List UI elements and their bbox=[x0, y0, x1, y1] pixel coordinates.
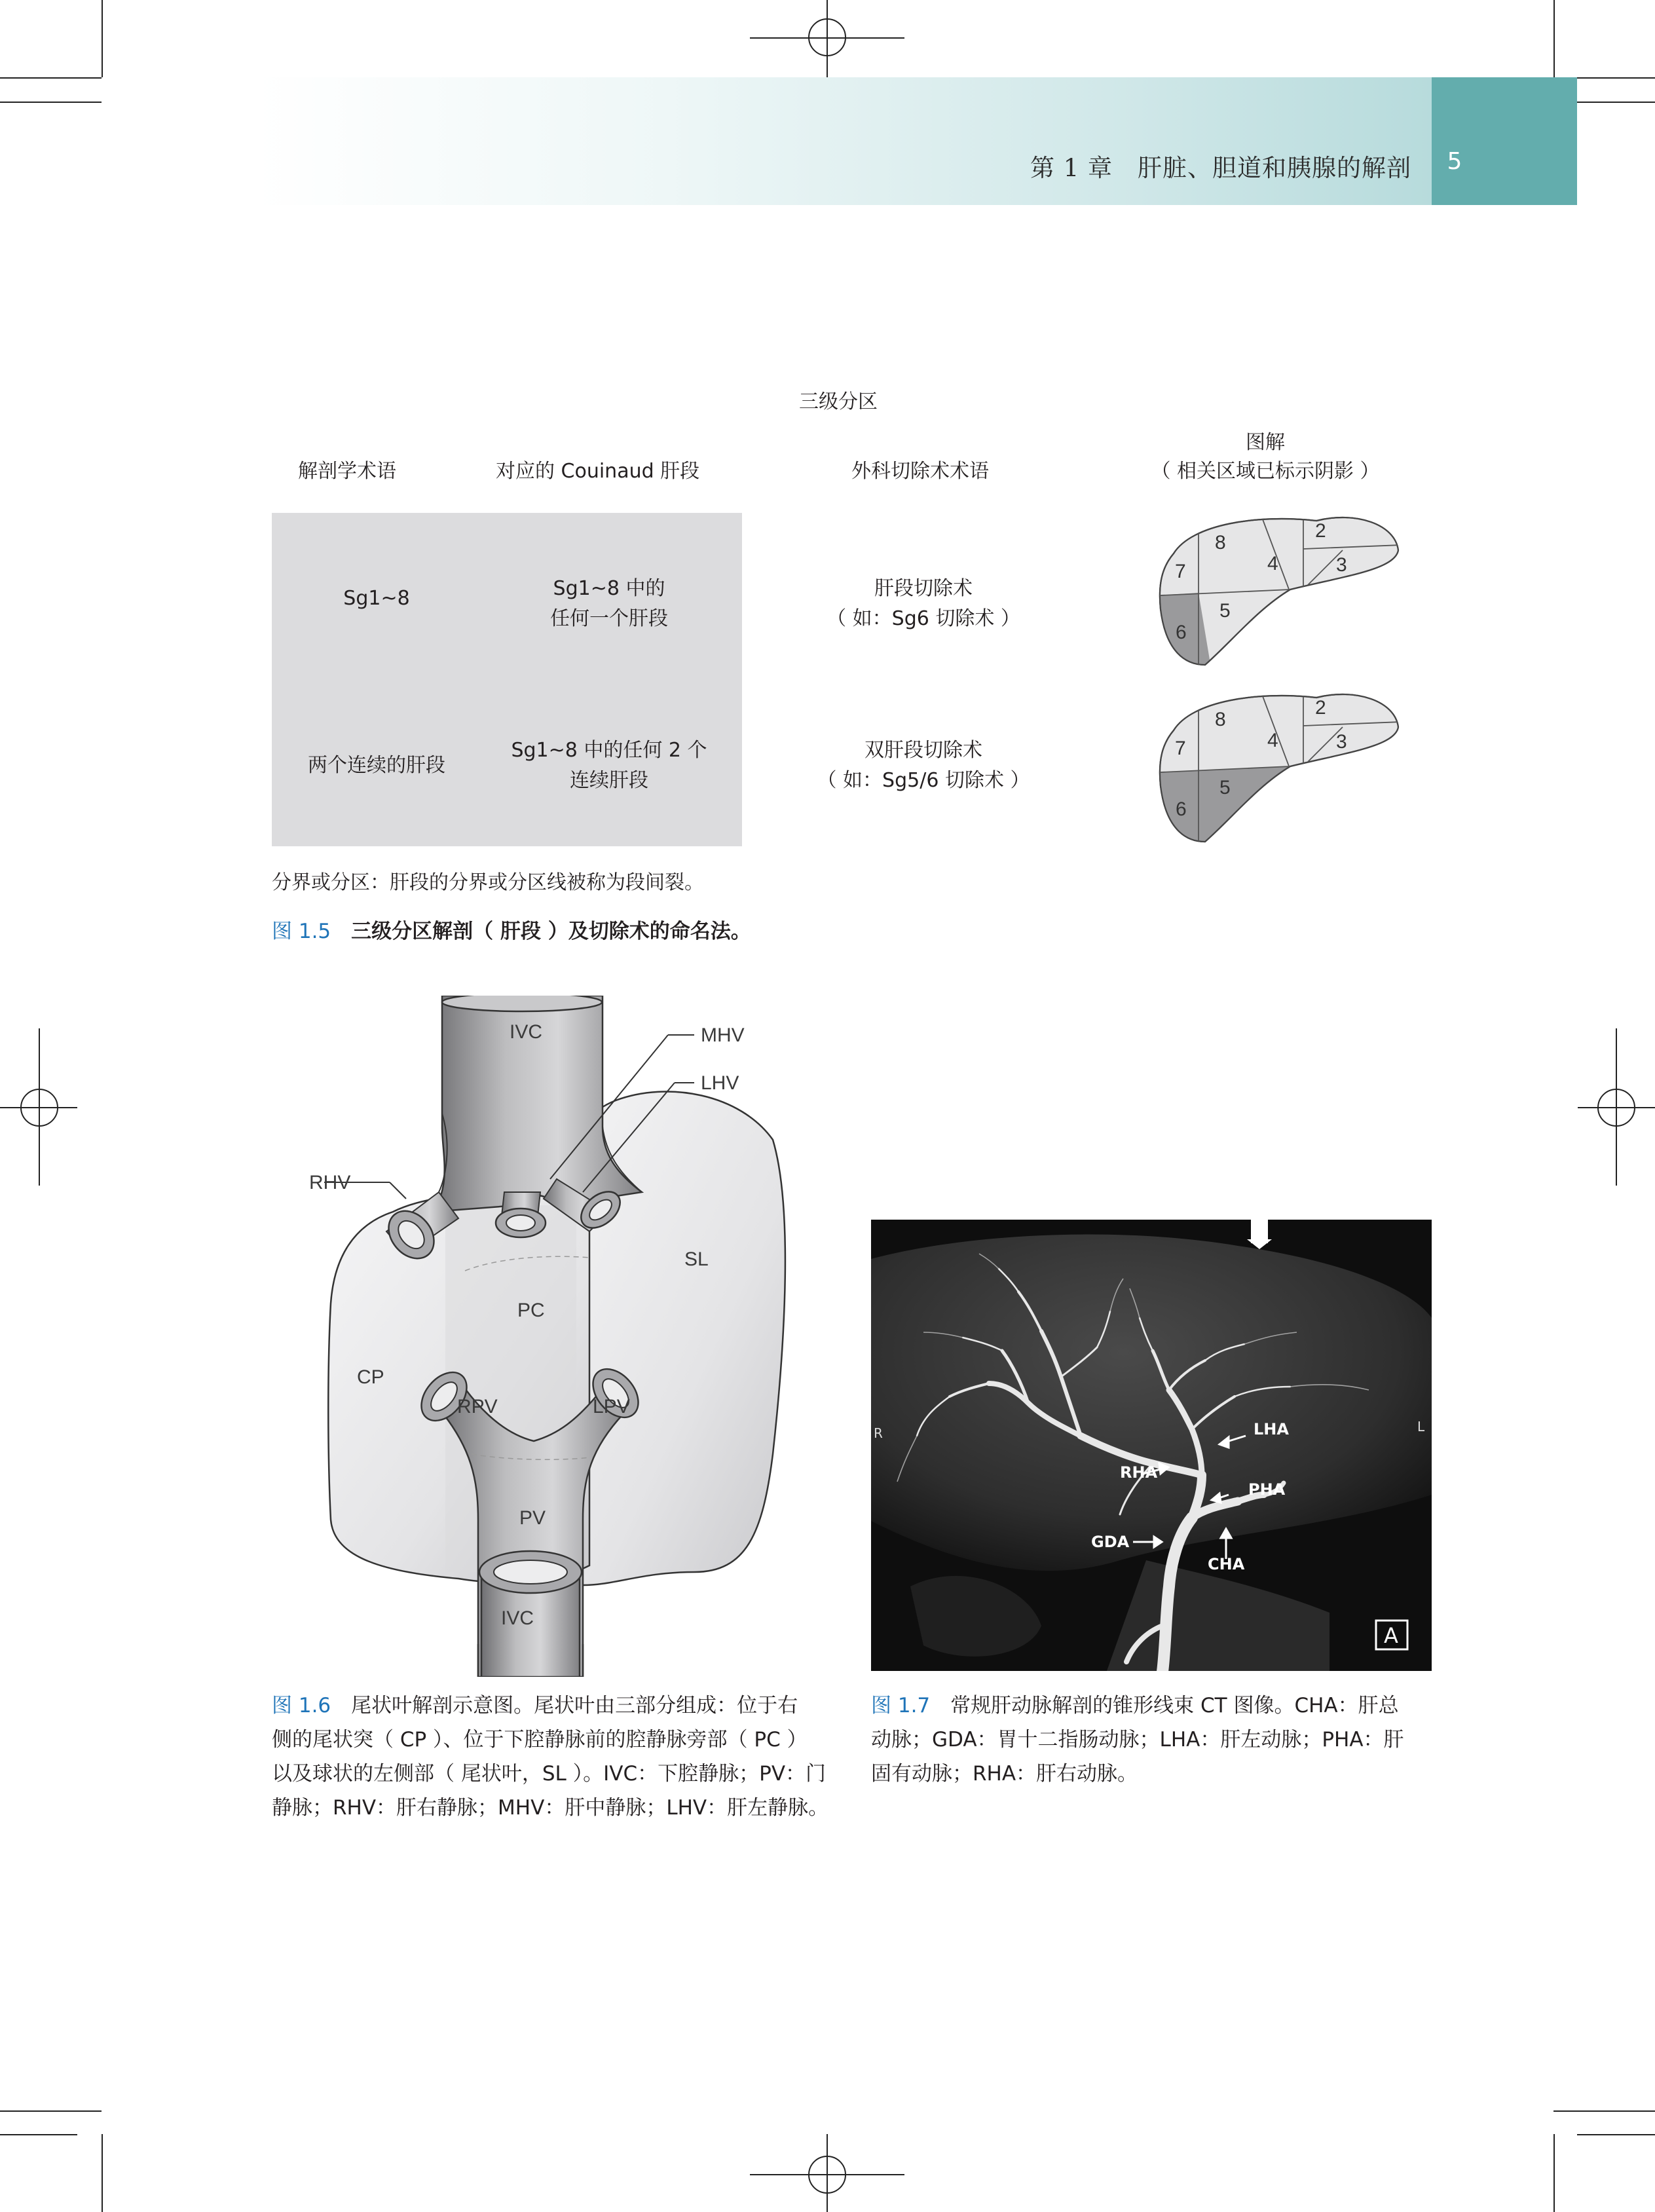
figure-1-6-caption-line-2: 侧的尾状突（ CP ）、位于下腔静脉前的腔静脉旁部（ PC ） bbox=[272, 1728, 808, 1752]
segment-8-label: 8 bbox=[1215, 532, 1226, 553]
ct-side-right: R bbox=[874, 1425, 883, 1441]
row2-couinaud-line2: 连续肝段 bbox=[570, 769, 648, 792]
row2-surgical-line1: 双肝段切除术 bbox=[865, 739, 982, 762]
figure-1-5-footnote: 分界或分区：肝段的分界或分区线被称为段间裂。 bbox=[272, 871, 704, 894]
ct-side-left: L bbox=[1417, 1419, 1425, 1434]
label-ivc-bottom: IVC bbox=[501, 1607, 534, 1629]
segment-7-label: 7 bbox=[1175, 738, 1186, 759]
ct-label-pha: PHA bbox=[1248, 1480, 1286, 1499]
figure-1-6-caption-line-4: 静脉；RHV：肝右静脉；MHV：肝中静脉；LHV：肝左静脉。 bbox=[272, 1796, 829, 1820]
ct-label-rha: RHA bbox=[1120, 1463, 1158, 1482]
segment-3-label: 3 bbox=[1336, 731, 1347, 753]
label-pc: PC bbox=[517, 1300, 545, 1321]
liver-diagram-segment-6 bbox=[1146, 504, 1408, 668]
ct-panel-label: A bbox=[1384, 1623, 1398, 1648]
row1-couinaud-line1: Sg1~8 中的 bbox=[553, 577, 665, 600]
ct-label-gda: GDA bbox=[1091, 1533, 1130, 1551]
segment-6-label: 6 bbox=[1176, 798, 1187, 820]
ct-label-lha: LHA bbox=[1254, 1420, 1289, 1438]
row1-anatomical: Sg1~8 bbox=[343, 587, 410, 610]
label-rhv: RHV bbox=[309, 1172, 351, 1193]
figure-1-6-caption-line-1: 尾状叶解剖示意图。尾状叶由三部分组成：位于右 bbox=[351, 1694, 798, 1717]
row2-surgical-line2: （ 如：Sg5/6 切除术 ） bbox=[817, 769, 1030, 792]
column-header-couinaud: 对应的 Couinaud 肝段 bbox=[496, 460, 700, 483]
segment-4-label: 4 bbox=[1267, 730, 1278, 751]
segment-5-label: 5 bbox=[1219, 600, 1231, 622]
column-header-diagram-note: （ 相关区域已标示阴影 ） bbox=[1151, 460, 1380, 483]
label-lhv: LHV bbox=[701, 1072, 739, 1094]
column-header-diagram: 图解 bbox=[1246, 431, 1285, 454]
liver-diagram-segment-5-6 bbox=[1146, 681, 1408, 845]
segment-8-label: 8 bbox=[1215, 709, 1226, 730]
figure-1-5-caption-label: 图 1.5 bbox=[272, 920, 331, 943]
page-number-box bbox=[1432, 77, 1577, 205]
segment-4-label: 4 bbox=[1267, 553, 1278, 574]
row1-surgical-line2: （ 如：Sg6 切除术 ） bbox=[827, 607, 1020, 630]
segment-5-label: 5 bbox=[1219, 777, 1231, 798]
column-header-anatomical: 解剖学术语 bbox=[298, 460, 396, 483]
figure-1-5-caption bbox=[272, 914, 751, 944]
label-lpv: LPV bbox=[593, 1396, 630, 1417]
running-header-band bbox=[257, 77, 1432, 205]
label-cp: CP bbox=[357, 1366, 384, 1388]
segment-3-label: 3 bbox=[1336, 554, 1347, 576]
row1-couinaud-line2: 任何一个肝段 bbox=[550, 607, 668, 630]
page-number: 5 bbox=[1447, 148, 1462, 175]
figure-1-5-caption-text: 三级分区解剖（ 肝段 ）及切除术的命名法。 bbox=[351, 920, 751, 943]
figure-1-7-caption-line-1: 常规肝动脉解剖的锥形线束 CT 图像。CHA：肝总 bbox=[950, 1694, 1399, 1717]
figure-1-7-caption-line-3: 固有动脉；RHA：肝右动脉。 bbox=[871, 1762, 1138, 1786]
row1-surgical-line1: 肝段切除术 bbox=[874, 577, 973, 600]
label-rpv: RPV bbox=[457, 1396, 498, 1417]
section-title: 三级分区 bbox=[799, 390, 878, 413]
segment-2-label: 2 bbox=[1315, 697, 1326, 719]
figure-1-7-ct-image bbox=[871, 1220, 1432, 1671]
label-ivc-top: IVC bbox=[510, 1021, 543, 1043]
figure-1-7-caption-label: 图 1.7 bbox=[871, 1694, 931, 1717]
figure-1-7-caption bbox=[871, 1689, 1447, 1791]
figure-1-7-caption-line-2: 动脉；GDA：胃十二指肠动脉；LHA：肝左动脉；PHA：肝 bbox=[871, 1728, 1404, 1752]
segment-6-label: 6 bbox=[1176, 622, 1187, 643]
label-sl: SL bbox=[684, 1248, 709, 1270]
segment-2-label: 2 bbox=[1315, 520, 1326, 542]
chapter-title: 第 1 章 肝脏、胆道和胰腺的解剖 bbox=[1030, 154, 1411, 182]
ct-label-cha: CHA bbox=[1208, 1555, 1245, 1573]
ct-scan-render bbox=[871, 1220, 1432, 1671]
figure-1-6-illustration bbox=[275, 996, 812, 1677]
row2-couinaud-line1: Sg1~8 中的任何 2 个 bbox=[511, 739, 707, 762]
figure-1-6-caption-label: 图 1.6 bbox=[272, 1694, 331, 1717]
column-header-surgical: 外科切除术术语 bbox=[851, 460, 989, 483]
segment-7-label: 7 bbox=[1175, 561, 1186, 582]
figure-1-6-caption bbox=[272, 1689, 842, 1825]
figure-1-6-caption-line-3: 以及球状的左侧部（ 尾状叶，SL ）。IVC：下腔静脉；PV：门 bbox=[272, 1762, 827, 1786]
row2-anatomical: 两个连续的肝段 bbox=[308, 754, 445, 777]
label-pv: PV bbox=[519, 1507, 546, 1529]
shaded-table-region bbox=[272, 513, 742, 846]
label-mhv: MHV bbox=[701, 1024, 745, 1046]
